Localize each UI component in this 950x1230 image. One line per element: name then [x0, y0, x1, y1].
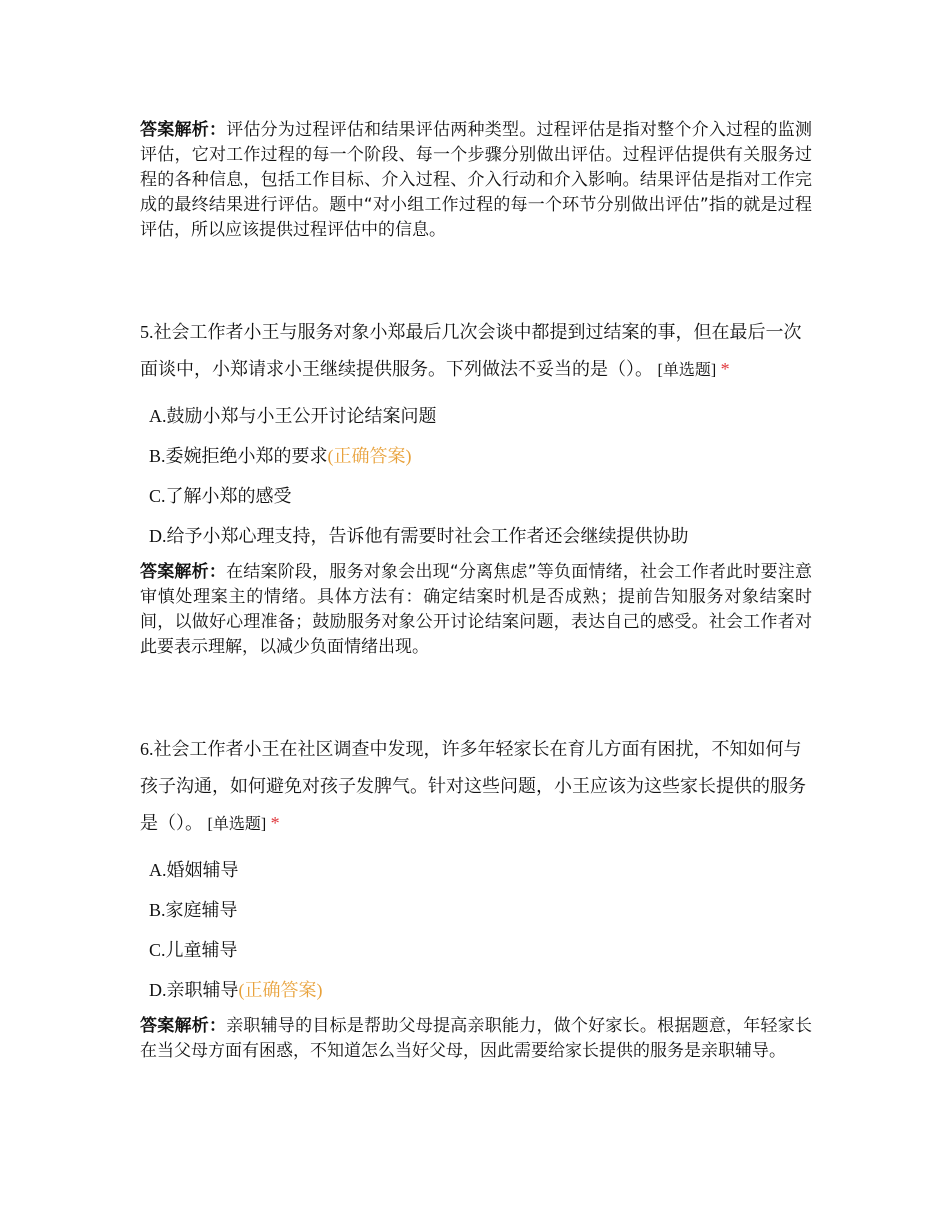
- q6-option-b-text: B.家庭辅导: [149, 900, 238, 920]
- q6-stem: 6.社会工作者小王在社区调查中发现，许多年轻家长在育儿方面有困扰，不知如何与孩子沟通，如何避免对孩子发脾气。针对这些问题，小王应该为这些家长提供的服务是（）。: [140, 739, 806, 833]
- q6-option-b: [140, 890, 812, 930]
- q5-analysis: [140, 560, 812, 660]
- q5-option-a-text: A.鼓励小郑与小王公开讨论结案问题: [149, 406, 437, 426]
- q5-analysis-label: 答案解析：: [140, 562, 227, 582]
- q6-option-c-text: C.儿童辅导: [149, 940, 238, 960]
- q5-option-b-text: B.委婉拒绝小郑的要求: [149, 446, 328, 466]
- q5-stem: 5.社会工作者小王与服务对象小郑最后几次会谈中都提到过结案的事，但在最后一次面谈中，小郑请求小王继续提供服务。下列做法不妥当的是（）。: [140, 322, 802, 379]
- q5-analysis-text: 在结案阶段，服务对象会出现“分离焦虑”等负面情绪，社会工作者此时要注意审慎处理案主的情绪。具体方法有：确定结案时机是否成熟；提前告知服务对象结案时间，以做好心理准备；鼓励服务对象公开讨论结案问题，表达自己的感受。社会工作者对此要表示理解，以减少负面情绪出现。: [140, 562, 812, 657]
- q6-required-mark: *: [270, 813, 280, 833]
- q5-correct-tag: (正确答案): [327, 446, 412, 466]
- q6-question: [140, 731, 812, 843]
- q5-type: [单选题]: [657, 362, 717, 379]
- q6-correct-tag: (正确答案): [238, 980, 323, 1000]
- q6-option-d-text: D.亲职辅导: [149, 980, 239, 1000]
- q4-analysis-text: 评估分为过程评估和结果评估两种类型。过程评估是指对整个介入过程的监测评估，它对工作过程的每一个阶段、每一个步骤分别做出评估。过程评估提供有关服务过程的各种信息，包括工作目标、介入过程、介入行动和介入影响。结果评估是指对工作完成的最终结果进行评估。题中“对小组工作过程的每一个环节分别做出评估”指的就是过程评估，所以应该提供过程评估中的信息。: [140, 120, 813, 240]
- q4-analysis: [140, 118, 812, 243]
- q5-question: [140, 314, 812, 389]
- q5-option-d: [140, 516, 812, 556]
- q6-analysis: [140, 1014, 812, 1064]
- q6-type: [单选题]: [207, 816, 267, 833]
- q5-option-a: [140, 396, 812, 436]
- q4-analysis-label: 答案解析：: [140, 120, 227, 140]
- q6-option-c: [140, 930, 812, 970]
- q5-option-c-text: C.了解小郑的感受: [149, 486, 292, 506]
- q5-options: [140, 396, 812, 556]
- q5-option-b: [140, 436, 812, 476]
- q6-option-d: [140, 970, 812, 1010]
- q6-options: [140, 850, 812, 1010]
- q6-option-a: [140, 850, 812, 890]
- q6-option-a-text: A.婚姻辅导: [149, 860, 239, 880]
- q5-required-mark: *: [720, 359, 730, 379]
- q6-analysis-text: 亲职辅导的目标是帮助父母提高亲职能力，做个好家长。根据题意，年轻家长在当父母方面有困惑，不知道怎么当好父母，因此需要给家长提供的服务是亲职辅导。: [140, 1016, 813, 1061]
- document-content: [140, 118, 812, 1064]
- q6-analysis-label: 答案解析：: [140, 1016, 227, 1036]
- q5-option-d-text: D.给予小郑心理支持，告诉他有需要时社会工作者还会继续提供协助: [149, 526, 689, 546]
- q5-option-c: [140, 476, 812, 516]
